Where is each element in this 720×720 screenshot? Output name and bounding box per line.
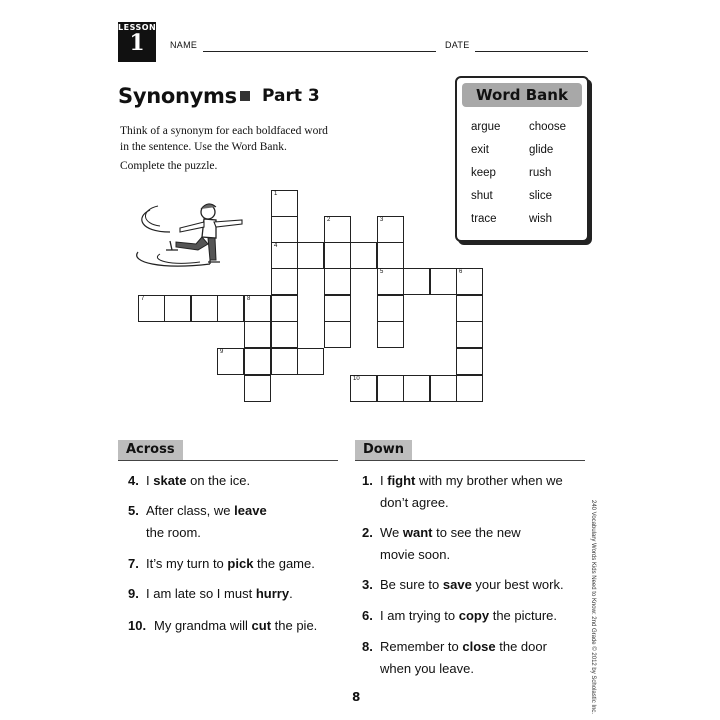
- down-underline: [355, 460, 585, 461]
- clue-keyword: want: [402, 525, 433, 540]
- across-heading: Across: [118, 440, 183, 460]
- clue-number: 10.: [128, 618, 147, 633]
- crossword-cell[interactable]: [456, 321, 483, 348]
- clue-text-before: Remember to: [380, 639, 463, 654]
- clue-text-line-2: when you leave.: [380, 661, 474, 676]
- crossword-cell[interactable]: [456, 295, 483, 322]
- clue-text-after: to see the new: [432, 525, 521, 540]
- clue-text-before: My grandma will: [154, 618, 252, 633]
- clue-number: 9.: [128, 586, 139, 601]
- clue-text-line-2: the room.: [146, 525, 201, 540]
- word-bank-item: exit: [471, 144, 489, 156]
- date-line: [475, 50, 588, 52]
- clue-text-before: I: [380, 473, 388, 488]
- name-label: NAME: [170, 40, 198, 50]
- crossword-cell-number: 1: [274, 191, 278, 197]
- clue-keyword: cut: [251, 618, 272, 633]
- clue-text-after: .: [289, 586, 293, 601]
- crossword-cell[interactable]: [324, 321, 351, 348]
- clue-number: 5.: [128, 503, 139, 518]
- crossword-cell[interactable]: [244, 321, 271, 348]
- clue-item: [362, 470, 602, 518]
- clue-text-after: the door: [495, 639, 547, 654]
- clue-item: [362, 522, 602, 570]
- word-bank-item: glide: [529, 144, 554, 156]
- clue-item: [128, 500, 368, 548]
- crossword-cell[interactable]: [271, 268, 298, 295]
- clue-text-after: your best work.: [471, 577, 564, 592]
- instruction-line-3: Complete the puzzle.: [120, 160, 218, 172]
- instruction-line-1: Think of a synonym for each boldfaced word: [120, 125, 328, 137]
- name-line: [203, 50, 436, 52]
- clue-text: [146, 553, 315, 575]
- instruction-line-2: in the sentence. Use the Word Bank.: [120, 141, 287, 153]
- crossword-cell[interactable]: [324, 295, 351, 322]
- crossword-cell-number: 6: [459, 269, 463, 275]
- word-bank-heading: Word Bank: [462, 83, 582, 107]
- clue-number: 2.: [362, 525, 373, 540]
- clue-item: [128, 553, 368, 577]
- crossword-cell[interactable]: [271, 295, 298, 322]
- crossword-cell[interactable]: [430, 268, 457, 295]
- clue-item: [128, 583, 368, 607]
- clue-number: 3.: [362, 577, 373, 592]
- clue-text: [380, 574, 564, 596]
- crossword-cell[interactable]: [456, 268, 483, 295]
- crossword-cell[interactable]: [403, 268, 430, 295]
- crossword-cell[interactable]: [377, 216, 404, 243]
- crossword-cell[interactable]: [217, 348, 244, 375]
- crossword-cell[interactable]: [271, 348, 298, 375]
- word-bank-item: slice: [529, 190, 553, 202]
- crossword-cell[interactable]: [271, 321, 298, 348]
- crossword-cell[interactable]: [430, 375, 457, 402]
- crossword-cell[interactable]: [217, 295, 244, 322]
- crossword-cell-number: 9: [220, 349, 224, 355]
- crossword-cell-number: 7: [141, 296, 145, 302]
- crossword-cell[interactable]: [377, 268, 404, 295]
- crossword-cell[interactable]: [271, 242, 298, 269]
- word-bank-item: trace: [471, 213, 497, 225]
- crossword-cell[interactable]: [350, 242, 377, 269]
- crossword-cell-number: 3: [380, 217, 384, 223]
- clue-keyword: hurry: [255, 586, 290, 601]
- clue-text-before: It’s my turn to: [146, 556, 228, 571]
- word-bank: [455, 76, 589, 242]
- clue-keyword: leave: [234, 503, 267, 518]
- word-bank-item: rush: [529, 167, 552, 179]
- lesson-label: LESSON: [118, 23, 157, 32]
- part-label: Part 3: [262, 86, 320, 106]
- clue-text: [380, 605, 557, 627]
- clue-text: [380, 470, 563, 492]
- clue-text: [146, 583, 293, 605]
- crossword-cell[interactable]: [324, 242, 351, 269]
- crossword-cell[interactable]: [244, 295, 271, 322]
- page-title: Synonyms: [118, 84, 237, 108]
- copyright-notice: 240 Vocabulary Words Kids Need to Know: 2nd Grade © 2012 by Scholastic Inc.: [590, 500, 596, 715]
- clue-text-before: We: [380, 525, 403, 540]
- clue-number: 8.: [362, 639, 373, 654]
- crossword-cell[interactable]: [377, 242, 404, 269]
- clue-number: 7.: [128, 556, 139, 571]
- ice-skater-illustration: [130, 192, 250, 282]
- crossword-cell[interactable]: [456, 348, 483, 375]
- date-label: DATE: [445, 40, 470, 50]
- clue-text-after: the picture.: [489, 608, 558, 623]
- crossword-cell[interactable]: [244, 375, 271, 402]
- crossword-cell[interactable]: [324, 268, 351, 295]
- clue-text: [154, 615, 317, 637]
- clue-item: [362, 636, 602, 684]
- clue-text-before: After class, we: [146, 503, 235, 518]
- crossword-cell[interactable]: [324, 216, 351, 243]
- word-bank-item: keep: [471, 167, 496, 179]
- clue-item: [362, 605, 602, 629]
- clue-text-before: I am trying to: [380, 608, 459, 623]
- crossword-cell[interactable]: [297, 348, 324, 375]
- clue-text: [380, 522, 521, 544]
- clue-item: [362, 574, 602, 598]
- clue-number: 1.: [362, 473, 373, 488]
- clue-text-after: the game.: [253, 556, 315, 571]
- word-bank-item: wish: [529, 213, 553, 225]
- crossword-cell[interactable]: [403, 375, 430, 402]
- clue-text: [146, 500, 267, 522]
- clue-item: [128, 470, 368, 494]
- crossword-cell[interactable]: [138, 295, 165, 322]
- clue-text-before: I am late so I must: [146, 586, 256, 601]
- crossword-cell[interactable]: [377, 295, 404, 322]
- title-square-icon: [240, 91, 250, 101]
- page-number: 8: [352, 690, 361, 704]
- clue-number: 4.: [128, 473, 139, 488]
- crossword-cell[interactable]: [244, 348, 271, 375]
- clue-text-line-2: movie soon.: [380, 547, 451, 562]
- crossword-cell[interactable]: [271, 216, 298, 243]
- clue-text-before: I: [146, 473, 154, 488]
- word-bank-item: argue: [471, 121, 501, 133]
- down-heading: Down: [355, 440, 412, 460]
- crossword-cell-number: 2: [327, 217, 331, 223]
- clue-keyword: copy: [458, 608, 490, 623]
- word-bank-item: choose: [529, 121, 567, 133]
- crossword-cell[interactable]: [377, 375, 404, 402]
- word-bank-item: shut: [471, 190, 493, 202]
- clue-text-after: the pie.: [271, 618, 318, 633]
- clue-text: [146, 470, 250, 492]
- across-underline: [118, 460, 338, 461]
- clue-keyword: skate: [153, 473, 187, 488]
- crossword-cell[interactable]: [456, 375, 483, 402]
- crossword-cell[interactable]: [271, 190, 298, 217]
- crossword-cell-number: 5: [380, 269, 384, 275]
- clue-keyword: pick: [227, 556, 254, 571]
- clue-keyword: save: [442, 577, 472, 592]
- crossword-cell-number: 10: [353, 376, 360, 382]
- crossword-cell-number: 4: [274, 243, 278, 249]
- crossword-cell-number: 8: [247, 296, 251, 302]
- crossword-cell[interactable]: [297, 242, 324, 269]
- clue-text-after: on the ice.: [186, 473, 251, 488]
- clue-text: [380, 636, 547, 658]
- clue-keyword: close: [462, 639, 496, 654]
- lesson-number: 1: [129, 30, 145, 56]
- clue-text-after: with my brother when we: [415, 473, 563, 488]
- clue-item: [128, 615, 368, 639]
- crossword-cell[interactable]: [350, 375, 377, 402]
- clue-text-before: Be sure to: [380, 577, 443, 592]
- crossword-cell[interactable]: [191, 295, 218, 322]
- clue-text-line-2: don’t agree.: [380, 495, 449, 510]
- crossword-cell[interactable]: [377, 321, 404, 348]
- crossword-cell[interactable]: [164, 295, 191, 322]
- clue-number: 6.: [362, 608, 373, 623]
- clue-keyword: fight: [387, 473, 416, 488]
- lesson-badge: [118, 22, 156, 62]
